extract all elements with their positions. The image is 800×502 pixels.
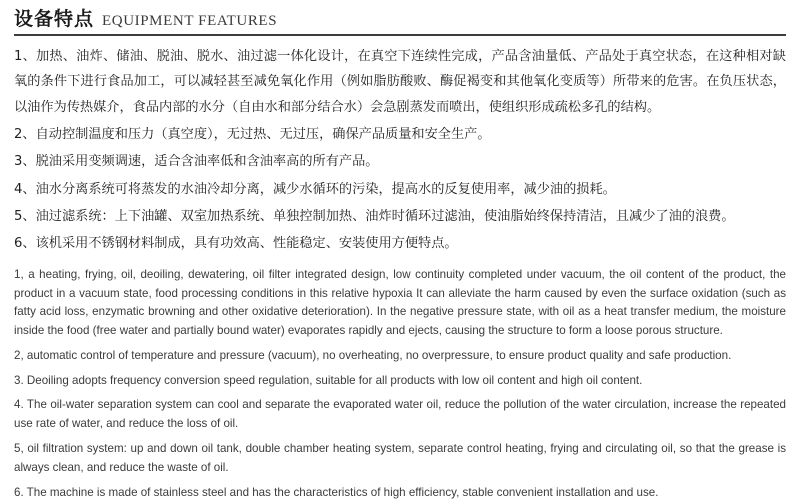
chinese-feature-list — [14, 44, 786, 257]
chinese-feature-item-2: 2、自动控制温度和压力（真空度），无过热、无过压，确保产品质量和安全生产。 — [14, 127, 491, 143]
chinese-feature-item-1: 1、加热、油炸、储油、脱油、脱水、油过滤一体化设计，在真空下连续性完成，产品含油量低、产品处于真空状态，在这种相对缺氧的条件下进行食品加工，可以减轻甚至减免氧化作用（例如脂肪酸败、酶促褐变和其他氧化变质等）所带来的危害。在负压状态，以油作为传热媒介，食品内部的水分（自由水和部分结合水）会急剧蒸发而喷出，使组织形成疏松多孔的结构。 — [14, 49, 786, 115]
chinese-feature-item-5: 5、油过滤系统：上下油罐、双室加热系统、单独控制加热、油炸时循环过滤油，使油脂始终保持清洁，且减少了油的浪费。 — [14, 209, 735, 225]
english-feature-item-6: 6. The machine is made of stainless steel and has the characteristics of high efficiency, stable convenient installation and use. — [14, 485, 659, 499]
page-title-english: EQUIPMENT FEATURES — [102, 13, 278, 29]
english-feature-item-4: 4. The oil-water separation system can cool and separate the evaporated water oil, reduce the pollution of the water circulation, increase the repeated use rate of water, and reduce the loss of oil. — [14, 398, 786, 431]
english-feature-item-1: 1, a heating, frying, oil, deoiling, dewatering, oil filter integrated design, low continuity completed under vacuum, the oil content of the product, the product in a vacuum state, food processing conditions in this relative hypoxia It can alleviate the harm caused by even the surface oxidation (such as fatty acid loss, enzymatic browning and other oxidative deterioration). In the negative pressure state, with oil as a heat transfer medium, the moisture inside the food (free water and partially bound water) evaporates rapidly and ejects, causing the structure to form a loose porous structure. — [14, 267, 786, 338]
page-title-chinese: 设备特点 — [14, 8, 95, 30]
section-header — [14, 10, 786, 36]
chinese-feature-item-3: 3、脱油采用变频调速，适合含油率低和含油率高的所有产品。 — [14, 154, 379, 170]
english-feature-list — [14, 266, 786, 502]
english-feature-item-5: 5, oil filtration system: up and down oil tank, double chamber heating system, separate control heating, frying and circulating oil, so that the grease is always clean, and reduce the waste of oil. — [14, 442, 786, 474]
english-feature-item-2: 2, automatic control of temperature and pressure (vacuum), no overheating, no overpressure, to ensure product quality and safe production. — [14, 348, 732, 362]
chinese-feature-item-6: 6、该机采用不锈钢材料制成，具有功效高、性能稳定、安装使用方便特点。 — [14, 236, 458, 252]
chinese-feature-item-4: 4、油水分离系统可将蒸发的水油冷却分离，减少水循环的污染，提高水的反复使用率，减少油的损耗。 — [14, 181, 616, 197]
english-feature-item-3: 3. Deoiling adopts frequency conversion speed regulation, suitable for all products with low oil content and high oil content. — [14, 373, 643, 387]
